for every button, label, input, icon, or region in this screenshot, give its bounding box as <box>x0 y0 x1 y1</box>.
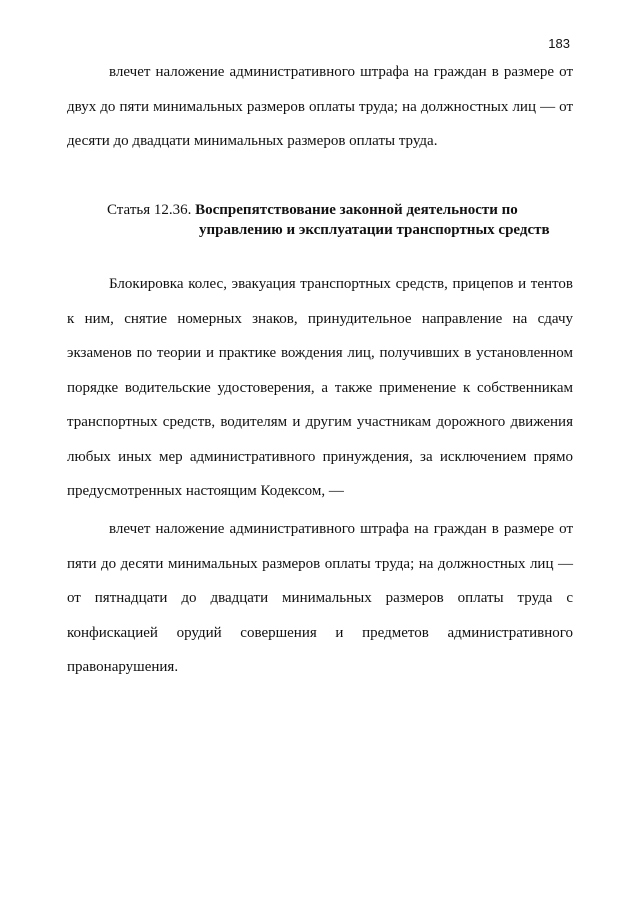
paragraph-text: влечет наложение административного штрафа на граждан в размере от пяти до десяти минимальных размеров оплаты труда; на должностных лиц — от пятнадцати до двадцати минимальных размеров оплаты труда с конфискацией орудий совершения и предметов административного правонарушения. <box>67 521 573 675</box>
paragraph-penalty-1 <box>67 55 573 159</box>
paragraph-penalty-2 <box>67 512 573 685</box>
article-number: Статья 12.36. <box>107 202 192 218</box>
paragraph-text: влечет наложение административного штрафа на граждан в размере от двух до пяти минимальных размеров оплаты труда; на должностных лиц — от десяти до двадцати минимальных размеров оплаты труда. <box>67 64 573 149</box>
paragraph-text: Блокировка колес, эвакуация транспортных средств, прицепов и тентов к ним, снятие номерных знаков, принудительное направление на сдачу экзаменов по теории и практике вождения лиц, получивших в установленном порядке водительские удостоверения, а также применение к собственникам транспортных средств, водителям и другим участникам дорожного движения любых иных мер административного принуждения, за исключением прямо предусмотренных настоящим Кодексом, — <box>67 276 573 499</box>
paragraph-disposition <box>67 267 573 509</box>
article-heading <box>107 200 577 240</box>
article-title-part-2: управлению и эксплуатации транспортных средств <box>199 222 550 238</box>
article-title-part-1: Воспрепятствование законной деятельности по <box>195 202 518 218</box>
page-number: 183 <box>548 36 570 51</box>
article-heading-line-1 <box>107 200 577 220</box>
